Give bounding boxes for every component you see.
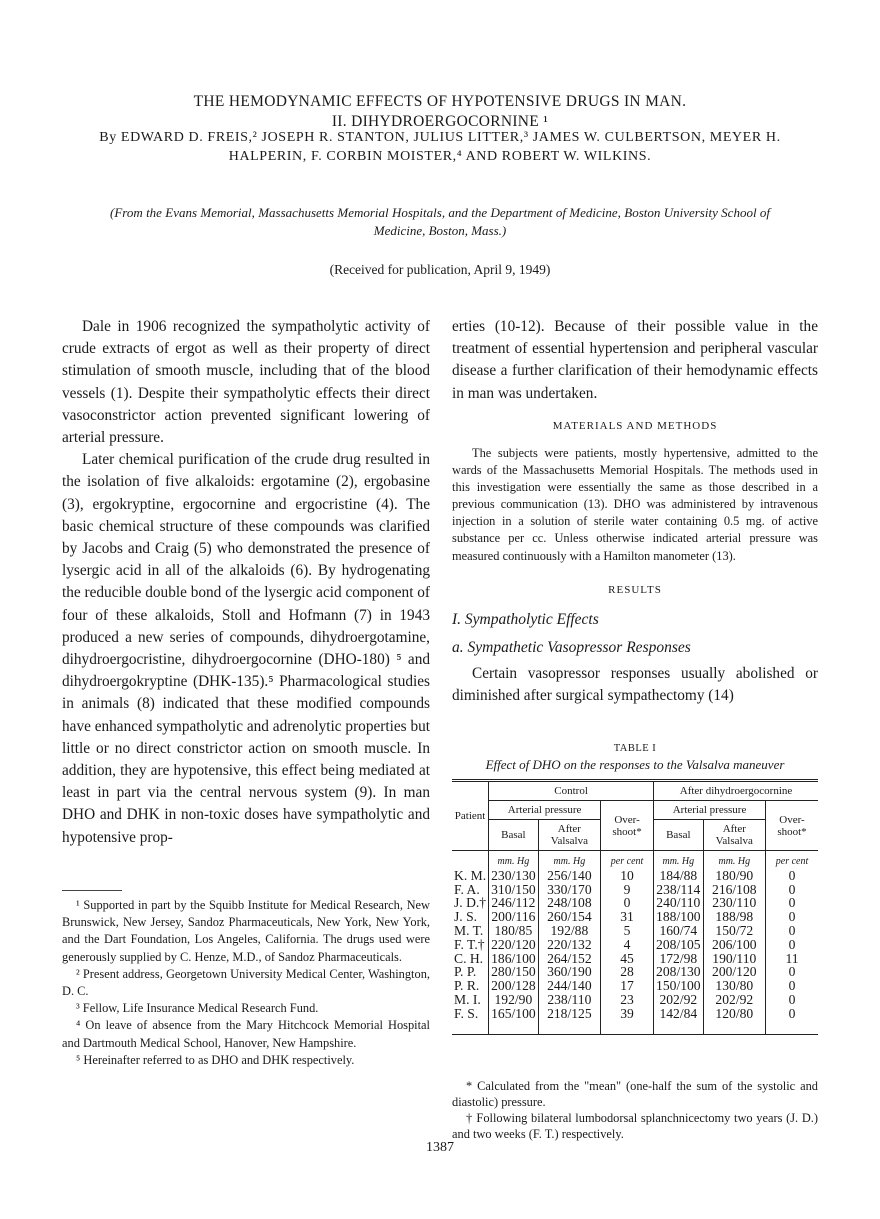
units-row xyxy=(452,851,818,869)
patient-cell: F. A. xyxy=(454,881,480,897)
padding-row xyxy=(452,1021,818,1035)
value-cell: 120/80 xyxy=(703,1007,765,1021)
value-cell: 188/98 xyxy=(703,910,765,924)
paragraph: erties (10-12). Because of their possible value in the treatment of essential hypertension and peripheral vascular disease a further clarification of their hemodynamic effects in man was undertaken. xyxy=(452,318,818,402)
patient-cell: F. T.† xyxy=(454,936,485,952)
value-cell: 180/85 xyxy=(489,924,539,938)
table-row xyxy=(452,993,818,1007)
patient-cell: J. S. xyxy=(454,909,478,925)
value-cell: 28 xyxy=(601,965,654,979)
paragraph: Later chemical purification of the crude drug resulted in the isolation of five alkaloids: ergotamine (2), ergobasine (3), ergokryptine, ergocornine and ergocristine (4). The basic chemical structure of these compounds was clarified by Jacobs and Craig (5) who demonstrated the presence of lysergic acid in all of the alkaloids (6). By hydrogenating the reducible double bond of the lysergic acid component of four of these alkaloids, Stoll and Hofmann (7) in 1943 produced a new series of compounds, dihydroergotamine, dihydroergocristine, dihydroergocornine (DHO-180) ⁵ and dihydroergokryptine (DHK-135).⁵ Pharmacological studies in animals (8) indicated that these modified compounds have enhanced sympatholytic and adrenolytic properties but little or no direct constrictor action on smooth muscle. In addition, they are hypotensive, this effect being mediated at least in part via the central nervous system (9). In man DHO and DHK in non-toxic doses have sympatholytic and hypotensive prop- xyxy=(62,451,431,846)
value-cell: 218/125 xyxy=(538,1007,600,1021)
value-cell: 165/100 xyxy=(489,1007,539,1021)
value-cell: 23 xyxy=(601,993,654,1007)
unit-cell: per cent xyxy=(601,851,654,869)
value-cell: 248/108 xyxy=(538,896,600,910)
table-row xyxy=(452,924,818,938)
value-cell: 190/110 xyxy=(703,952,765,966)
subsection-heading: a. Sympathetic Vasopressor Responses xyxy=(452,639,691,657)
value-cell: 0 xyxy=(766,965,819,979)
value-cell: 238/114 xyxy=(654,883,704,897)
table-notes xyxy=(452,1078,818,1142)
table-1 xyxy=(452,743,818,1035)
value-cell: 142/84 xyxy=(654,1007,704,1021)
value-cell: 5 xyxy=(601,924,654,938)
value-cell: 260/154 xyxy=(538,910,600,924)
value-cell: 200/128 xyxy=(489,979,539,993)
value-cell: 186/100 xyxy=(489,952,539,966)
value-cell: 11 xyxy=(766,952,819,966)
value-cell: 17 xyxy=(601,979,654,993)
table-row xyxy=(452,979,818,993)
value-cell: 180/90 xyxy=(703,869,765,883)
header-arterial: Arterial pressure xyxy=(654,801,766,820)
header-overshoot: Over-shoot* xyxy=(601,801,654,851)
table-label: TABLE I xyxy=(613,743,657,754)
footnote: ⁴ On leave of absence from the Mary Hitchcock Memorial Hospital and Dartmouth Medical School, Hanover, New Hampshire. xyxy=(62,1018,430,1050)
left-column xyxy=(62,316,430,849)
patient-cell: F. S. xyxy=(454,1005,479,1021)
value-cell: 0 xyxy=(766,910,819,924)
value-cell: 0 xyxy=(766,896,819,910)
received-date: (Received for publication, April 9, 1949) xyxy=(329,262,551,277)
table-note: * Calculated from the "mean" (one-half the sum of the systolic and diastolic) pressure. xyxy=(452,1079,818,1109)
footnote: ¹ Supported in part by the Squibb Institute for Medical Research, New Brunswick, New Jersey, Sandoz Pharmaceuticals, New York, New York, and the Dart Foundation, Los Angeles, California. The drugs used were generously supplied by C. Henze, M.D., of Sandoz Pharmaceuticals. xyxy=(62,898,430,964)
value-cell: 206/100 xyxy=(703,938,765,952)
value-cell: 4 xyxy=(601,938,654,952)
table-row xyxy=(452,965,818,979)
patient-cell: C. H. xyxy=(454,950,484,966)
table-caption: Effect of DHO on the responses to the Valsalva maneuver xyxy=(485,757,785,772)
unit-cell: per cent xyxy=(766,851,819,869)
value-cell: 208/130 xyxy=(654,965,704,979)
value-cell: 246/112 xyxy=(489,896,539,910)
header-arterial: Arterial pressure xyxy=(489,801,601,820)
value-cell: 238/110 xyxy=(538,993,600,1007)
patient-cell: K. M. xyxy=(454,867,487,883)
patient-cell: M. T. xyxy=(454,922,484,938)
unit-cell: mm. Hg xyxy=(703,851,765,869)
footnote: ³ Fellow, Life Insurance Medical Research Fund. xyxy=(76,1001,319,1016)
materials-heading: MATERIALS AND METHODS xyxy=(552,419,718,432)
header-after: After dihydroergocornine xyxy=(654,781,818,801)
header-overshoot: Over-shoot* xyxy=(766,801,819,851)
value-cell: 0 xyxy=(766,869,819,883)
value-cell: 0 xyxy=(766,938,819,952)
patient-cell: P. P. xyxy=(454,964,477,980)
patient-cell: P. R. xyxy=(454,978,480,994)
value-cell: 256/140 xyxy=(538,869,600,883)
value-cell: 360/190 xyxy=(538,965,600,979)
header-patient: Patient xyxy=(452,781,489,851)
value-cell: 0 xyxy=(766,993,819,1007)
value-cell: 0 xyxy=(601,896,654,910)
value-cell: 280/150 xyxy=(489,965,539,979)
paragraph: Dale in 1906 recognized the sympatholytic activity of crude extracts of ergot as well as their property of direct stimulation of smooth muscle, including that of the blood vessels (1). Despite their sympatholytic effects their direct vasoconstrictor action prevented significant lowering of arterial pressure. xyxy=(62,318,430,447)
patient-cell: M. I. xyxy=(454,991,481,1007)
header-basal: Basal xyxy=(489,820,539,851)
paragraph: The subjects were patients, mostly hypertensive, admitted to the wards of the Massachusetts Memorial Hospitals. The methods used in this investigation were essentially the same as those described in a previous communication (13). DHO was administered by intravenous injection in a solution of sterile water containing 0.5 mg. of active substance per cc. Unless otherwise indicated arterial pressure was measured continuously with a Hamilton manometer (13). xyxy=(452,446,818,563)
value-cell: 150/100 xyxy=(654,979,704,993)
value-cell: 264/152 xyxy=(538,952,600,966)
table-row xyxy=(452,910,818,924)
value-cell: 188/100 xyxy=(654,910,704,924)
right-column xyxy=(452,316,818,708)
value-cell: 39 xyxy=(601,1007,654,1021)
value-cell: 184/88 xyxy=(654,869,704,883)
value-cell: 0 xyxy=(766,924,819,938)
value-cell: 310/150 xyxy=(489,883,539,897)
paper-title xyxy=(0,92,880,132)
value-cell: 202/92 xyxy=(703,993,765,1007)
header-after-valsalva: After Valsalva xyxy=(538,820,600,851)
value-cell: 200/120 xyxy=(703,965,765,979)
value-cell: 230/130 xyxy=(489,869,539,883)
footnote: ² Present address, Georgetown University Medical Center, Washington, D. C. xyxy=(62,966,430,999)
table-row xyxy=(452,1007,818,1021)
value-cell: 220/120 xyxy=(489,938,539,952)
header-basal: Basal xyxy=(654,820,704,851)
value-cell: 130/80 xyxy=(703,979,765,993)
title-line-1: THE HEMODYNAMIC EFFECTS OF HYPOTENSIVE DRUGS IN MAN. xyxy=(193,93,687,110)
footnote-rule xyxy=(62,890,122,891)
table-row xyxy=(452,952,818,966)
footnote: ⁵ Hereinafter referred to as DHO and DHK respectively. xyxy=(76,1052,355,1067)
table-row xyxy=(452,869,818,883)
page-number: 1387 xyxy=(426,1140,454,1155)
unit-cell: mm. Hg xyxy=(489,851,539,869)
value-cell: 150/72 xyxy=(703,924,765,938)
value-cell: 330/170 xyxy=(538,883,600,897)
value-cell: 10 xyxy=(601,869,654,883)
section-heading: I. Sympatholytic Effects xyxy=(452,610,599,628)
value-cell: 160/74 xyxy=(654,924,704,938)
table-row xyxy=(452,896,818,910)
value-cell: 172/98 xyxy=(654,952,704,966)
value-cell: 216/108 xyxy=(703,883,765,897)
value-cell: 202/92 xyxy=(654,993,704,1007)
value-cell: 244/140 xyxy=(538,979,600,993)
title-line-2: II. DIHYDROERGOCORNINE ¹ xyxy=(331,113,549,130)
affiliation: (From the Evans Memorial, Massachusetts Memorial Hospitals, and the Department of Medicine, Boston University School of Medicine, Boston, Mass.) xyxy=(110,205,770,238)
value-cell: 192/88 xyxy=(538,924,600,938)
footnotes xyxy=(62,890,430,1069)
paragraph: Certain vasopressor responses usually abolished or diminished after surgical sympathectomy (14) xyxy=(452,665,818,705)
value-cell: 240/110 xyxy=(654,896,704,910)
patient-cell: J. D.† xyxy=(454,895,487,911)
value-cell: 230/110 xyxy=(703,896,765,910)
results-heading: RESULTS xyxy=(608,583,662,596)
value-cell: 0 xyxy=(766,1007,819,1021)
data-table xyxy=(452,779,818,1035)
value-cell: 45 xyxy=(601,952,654,966)
table-note: † Following bilateral lumbodorsal splanchnicectomy two years (J. D.) and two weeks (F. T.) respectively. xyxy=(452,1111,818,1141)
unit-cell: mm. Hg xyxy=(654,851,704,869)
table-row xyxy=(452,938,818,952)
value-cell: 208/105 xyxy=(654,938,704,952)
value-cell: 0 xyxy=(766,883,819,897)
value-cell: 192/90 xyxy=(489,993,539,1007)
header-after-valsalva: After Valsalva xyxy=(703,820,765,851)
table-row xyxy=(452,883,818,897)
value-cell: 0 xyxy=(766,979,819,993)
unit-cell: mm. Hg xyxy=(538,851,600,869)
value-cell: 31 xyxy=(601,910,654,924)
authors: By EDWARD D. FREIS,² JOSEPH R. STANTON, JULIUS LITTER,³ JAMES W. CULBERTSON, MEYER H. HALPERIN, F. CORBIN MOISTER,⁴ AND ROBERT W. WILKINS. xyxy=(99,130,781,164)
value-cell: 9 xyxy=(601,883,654,897)
value-cell: 200/116 xyxy=(489,910,539,924)
header-control: Control xyxy=(489,781,654,801)
value-cell: 220/132 xyxy=(538,938,600,952)
